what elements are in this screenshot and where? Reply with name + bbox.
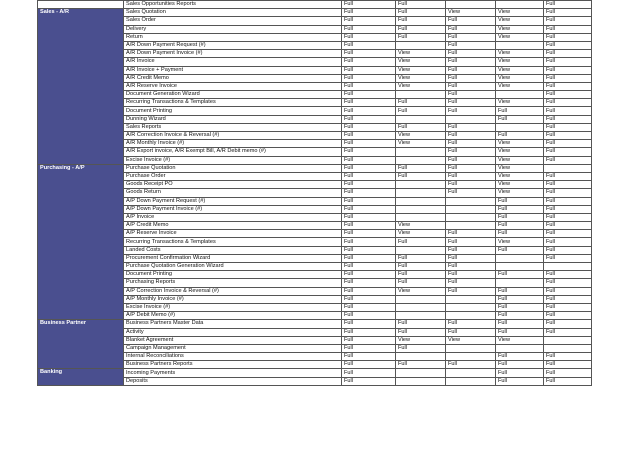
function-name-cell: A/R Reserve Invoice [124, 82, 342, 90]
function-name-cell: A/R Down Payment Request (#) [124, 41, 342, 49]
permission-cell: Full [544, 58, 592, 66]
permission-cell: View [496, 25, 544, 33]
function-name-cell: A/P Debit Memo (#) [124, 312, 342, 320]
function-name-cell: Return [124, 33, 342, 41]
permission-cell [496, 1, 544, 9]
permission-cell: Full [342, 213, 396, 221]
function-name-cell: Activity [124, 328, 342, 336]
permission-cell: Full [544, 41, 592, 49]
permission-cell: Full [396, 279, 446, 287]
permission-cell: Full [342, 295, 396, 303]
permission-cell: Full [342, 312, 396, 320]
module-group-cell: Banking [38, 369, 124, 385]
permission-cell: Full [342, 82, 396, 90]
permission-cell: Full [544, 99, 592, 107]
permission-cell: Full [496, 320, 544, 328]
permission-cell [396, 246, 446, 254]
permission-cell: Full [544, 9, 592, 17]
function-name-cell: Recurring Transactions & Templates [124, 238, 342, 246]
permission-cell [396, 353, 446, 361]
table-row [38, 369, 592, 377]
permission-cell: Full [496, 271, 544, 279]
permission-cell: Full [544, 230, 592, 238]
permission-cell: Full [544, 107, 592, 115]
permission-cell: Full [396, 99, 446, 107]
permission-cell: Full [342, 91, 396, 99]
permission-cell [446, 1, 496, 9]
permission-cell: Full [396, 254, 446, 262]
module-group-cell: Business Partner [38, 320, 124, 369]
permission-cell: View [496, 189, 544, 197]
permission-cell [396, 312, 446, 320]
permission-cell [446, 312, 496, 320]
permission-cell: View [496, 181, 544, 189]
permission-cell: Full [342, 17, 396, 25]
permission-cell [396, 148, 446, 156]
permission-cell: Full [496, 369, 544, 377]
permission-cell: View [496, 82, 544, 90]
permission-cell: Full [446, 172, 496, 180]
permission-cell: View [396, 74, 446, 82]
permission-cell: Full [446, 123, 496, 131]
permission-cell: Full [496, 295, 544, 303]
permission-cell: Full [342, 74, 396, 82]
permission-cell [544, 336, 592, 344]
permission-cell: Full [446, 132, 496, 140]
permission-cell: Full [496, 197, 544, 205]
module-group-cell [38, 1, 124, 9]
permission-cell: View [496, 156, 544, 164]
permission-cell [396, 156, 446, 164]
permission-cell: Full [396, 25, 446, 33]
permission-cell [446, 295, 496, 303]
permission-cell: Full [342, 41, 396, 49]
function-name-cell: Business Partners Master Data [124, 320, 342, 328]
permission-cell: Full [396, 107, 446, 115]
permission-cell: Full [396, 9, 446, 17]
permission-cell [396, 197, 446, 205]
permission-cell: Full [342, 107, 396, 115]
permission-cell: View [496, 17, 544, 25]
function-name-cell: Excise Invoice (#) [124, 303, 342, 311]
table-row [38, 164, 592, 172]
function-name-cell: Dunning Wizard [124, 115, 342, 123]
function-name-cell: Deposits [124, 377, 342, 385]
permission-cell: Full [496, 353, 544, 361]
permission-cell: Full [446, 230, 496, 238]
permission-cell [396, 181, 446, 189]
function-name-cell: A/P Invoice [124, 213, 342, 221]
permission-cell: Full [446, 328, 496, 336]
permission-cell: Full [544, 222, 592, 230]
permission-cell: Full [496, 205, 544, 213]
function-name-cell: Goods Return [124, 189, 342, 197]
permission-cell: View [396, 336, 446, 344]
function-name-cell: Campaign Management [124, 344, 342, 352]
permission-cell: Full [496, 107, 544, 115]
permission-cell [446, 115, 496, 123]
permission-cell: Full [342, 230, 396, 238]
permission-cell [544, 164, 592, 172]
permission-cell: Full [396, 17, 446, 25]
permission-cell: Full [342, 205, 396, 213]
permission-cell: View [446, 336, 496, 344]
permission-cell: Full [342, 140, 396, 148]
permission-cell: Full [342, 279, 396, 287]
permission-cell: Full [544, 66, 592, 74]
permission-cell: Full [342, 353, 396, 361]
function-name-cell: A/R Monthly Invoice (#) [124, 140, 342, 148]
function-name-cell: Purchase Quotation Generation Wizard [124, 263, 342, 271]
permission-cell: View [496, 58, 544, 66]
permission-cell: Full [446, 33, 496, 41]
permission-cell: Full [396, 344, 446, 352]
permission-cell [396, 91, 446, 99]
permission-cell [446, 377, 496, 385]
permission-cell [496, 344, 544, 352]
permission-cell [496, 123, 544, 131]
permission-cell: View [396, 50, 446, 58]
permission-cell: Full [342, 303, 396, 311]
permission-cell: View [396, 58, 446, 66]
permission-cell [396, 369, 446, 377]
permission-cell: Full [496, 287, 544, 295]
function-name-cell: Sales Quotation [124, 9, 342, 17]
function-name-cell: Document Printing [124, 107, 342, 115]
function-name-cell: A/P Credit Memo [124, 222, 342, 230]
permission-cell: Full [496, 213, 544, 221]
function-name-cell: Document Generation Wizard [124, 91, 342, 99]
permission-cell: Full [342, 50, 396, 58]
table-row [38, 320, 592, 328]
function-name-cell: Delivery [124, 25, 342, 33]
permission-cell: Full [342, 132, 396, 140]
permission-cell: Full [544, 271, 592, 279]
function-name-cell: Goods Receipt PO [124, 181, 342, 189]
permission-cell: View [496, 148, 544, 156]
function-name-cell: A/R Credit Memo [124, 74, 342, 82]
permission-cell: Full [396, 164, 446, 172]
permission-cell: Full [446, 41, 496, 49]
permission-cell: Full [544, 328, 592, 336]
function-name-cell: Sales Reports [124, 123, 342, 131]
permission-cell: Full [342, 189, 396, 197]
permission-cell: Full [446, 271, 496, 279]
permission-cell: View [496, 50, 544, 58]
permission-cell: Full [342, 320, 396, 328]
permission-cell: Full [396, 263, 446, 271]
permission-cell [446, 197, 496, 205]
permission-cell: Full [496, 312, 544, 320]
permission-cell [496, 41, 544, 49]
permission-cell: Full [544, 189, 592, 197]
permission-cell: Full [396, 271, 446, 279]
permission-cell: Full [342, 222, 396, 230]
permission-cell: Full [342, 369, 396, 377]
permission-cell: Full [496, 377, 544, 385]
permission-cell: Full [496, 361, 544, 369]
function-name-cell: Excise Invoice (#) [124, 156, 342, 164]
permission-cell: View [496, 66, 544, 74]
permission-cell: Full [396, 361, 446, 369]
permission-cell: Full [446, 287, 496, 295]
permission-cell: View [496, 99, 544, 107]
permission-cell: Full [446, 140, 496, 148]
function-name-cell: Sales Order [124, 17, 342, 25]
permission-cell: View [496, 336, 544, 344]
permission-cell: Full [446, 189, 496, 197]
function-name-cell: Purchasing Reports [124, 279, 342, 287]
permission-cell: View [496, 9, 544, 17]
permission-cell: Full [396, 172, 446, 180]
permissions-table-body [38, 1, 592, 386]
permission-cell: View [396, 66, 446, 74]
permission-cell: Full [342, 377, 396, 385]
permission-cell [396, 189, 446, 197]
permission-cell: Full [496, 246, 544, 254]
function-name-cell: Recurring Transactions & Templates [124, 99, 342, 107]
permission-cell: Full [544, 312, 592, 320]
permission-cell: View [396, 287, 446, 295]
permission-cell: View [496, 33, 544, 41]
permission-cell: Full [342, 336, 396, 344]
permission-cell: Full [446, 361, 496, 369]
permission-cell: Full [446, 58, 496, 66]
permission-cell: Full [496, 132, 544, 140]
function-name-cell: A/P Correction Invoice & Reversal (#) [124, 287, 342, 295]
permission-cell [544, 263, 592, 271]
permission-cell: View [396, 132, 446, 140]
function-name-cell: A/R Correction Invoice & Reversal (#) [124, 132, 342, 140]
permission-cell: Full [342, 263, 396, 271]
permission-cell: Full [544, 295, 592, 303]
permission-cell: Full [544, 25, 592, 33]
permission-cell: Full [446, 181, 496, 189]
permission-cell: Full [446, 320, 496, 328]
permission-cell: Full [544, 82, 592, 90]
permission-cell [396, 41, 446, 49]
function-name-cell: Procurement Confirmation Wizard [124, 254, 342, 262]
permission-cell: Full [342, 33, 396, 41]
permission-cell: View [496, 172, 544, 180]
function-name-cell: Business Partners Reports [124, 361, 342, 369]
function-name-cell: Document Printing [124, 271, 342, 279]
permission-cell: Full [544, 197, 592, 205]
permission-cell: Full [496, 222, 544, 230]
permission-cell: Full [544, 156, 592, 164]
permission-cell: Full [446, 238, 496, 246]
function-name-cell: A/P Down Payment Request (#) [124, 197, 342, 205]
permission-cell: Full [544, 132, 592, 140]
permission-cell: View [496, 140, 544, 148]
permission-cell: Full [446, 279, 496, 287]
permission-cell: Full [446, 246, 496, 254]
permission-cell [446, 303, 496, 311]
permission-cell: View [396, 140, 446, 148]
permission-cell: View [496, 238, 544, 246]
permission-cell: Full [496, 230, 544, 238]
permission-cell: View [496, 164, 544, 172]
function-name-cell: Landed Costs [124, 246, 342, 254]
permission-cell: View [396, 230, 446, 238]
permission-cell [446, 213, 496, 221]
permission-cell: Full [342, 1, 396, 9]
permission-cell [396, 213, 446, 221]
permission-cell: Full [544, 181, 592, 189]
permission-cell: Full [446, 148, 496, 156]
permission-cell: Full [396, 1, 446, 9]
permission-cell [496, 279, 544, 287]
permission-cell: Full [342, 271, 396, 279]
permission-cell: Full [342, 148, 396, 156]
permission-cell [446, 344, 496, 352]
permission-cell [446, 353, 496, 361]
permission-cell: Full [446, 107, 496, 115]
permission-cell: Full [496, 303, 544, 311]
permission-cell: Full [396, 123, 446, 131]
permission-cell: Full [446, 82, 496, 90]
permission-cell: Full [544, 320, 592, 328]
permission-cell: Full [544, 172, 592, 180]
permission-cell: Full [544, 238, 592, 246]
permission-cell: Full [544, 205, 592, 213]
permission-cell [446, 205, 496, 213]
function-name-cell: Purchase Order [124, 172, 342, 180]
function-name-cell: A/P Down Payment Invoice (#) [124, 205, 342, 213]
permission-cell: Full [342, 287, 396, 295]
permission-cell: Full [544, 123, 592, 131]
permission-cell: Full [342, 99, 396, 107]
permission-cell [544, 344, 592, 352]
permission-cell: Full [396, 328, 446, 336]
permission-cell: Full [544, 148, 592, 156]
permission-cell: Full [396, 238, 446, 246]
permission-cell [446, 369, 496, 377]
permission-cell [396, 205, 446, 213]
permission-cell: Full [446, 254, 496, 262]
function-name-cell: A/R Invoice [124, 58, 342, 66]
module-group-cell: Sales - A/R [38, 9, 124, 165]
permission-cell: Full [342, 156, 396, 164]
permission-cell: Full [342, 9, 396, 17]
permission-cell [396, 295, 446, 303]
permission-cell: Full [342, 328, 396, 336]
permission-cell: Full [544, 353, 592, 361]
permission-cell: Full [544, 213, 592, 221]
permission-cell: Full [446, 99, 496, 107]
permission-cell: Full [396, 33, 446, 41]
permissions-table [37, 0, 592, 386]
permission-cell: Full [446, 263, 496, 271]
permission-cell: Full [446, 25, 496, 33]
table-row [38, 1, 592, 9]
permission-cell: Full [342, 197, 396, 205]
permission-cell: Full [544, 140, 592, 148]
permission-cell: Full [342, 164, 396, 172]
permission-cell: Full [342, 115, 396, 123]
permission-cell: Full [544, 91, 592, 99]
function-name-cell: Sales Opportunities Reports [124, 1, 342, 9]
permission-cell: Full [342, 344, 396, 352]
permission-cell: Full [544, 369, 592, 377]
function-name-cell: Incoming Payments [124, 369, 342, 377]
permission-cell: Full [342, 66, 396, 74]
permission-cell [396, 303, 446, 311]
permission-cell [396, 115, 446, 123]
permission-cell: Full [544, 303, 592, 311]
permission-cell [496, 254, 544, 262]
permission-cell: Full [544, 279, 592, 287]
permission-cell: Full [342, 361, 396, 369]
permission-cell: View [446, 9, 496, 17]
permission-cell: Full [544, 287, 592, 295]
permission-cell [496, 91, 544, 99]
permission-cell: Full [446, 74, 496, 82]
permission-cell [396, 377, 446, 385]
permission-cell: Full [342, 58, 396, 66]
function-name-cell: Purchase Quotation [124, 164, 342, 172]
permission-cell: Full [342, 25, 396, 33]
permission-cell: Full [446, 164, 496, 172]
function-name-cell: A/R Down Payment Invoice (#) [124, 50, 342, 58]
permission-cell: Full [342, 246, 396, 254]
permission-cell: Full [496, 328, 544, 336]
function-name-cell: A/P Reserve Invoice [124, 230, 342, 238]
permission-cell: Full [342, 181, 396, 189]
permission-cell: Full [544, 361, 592, 369]
permission-cell [496, 263, 544, 271]
permission-cell: Full [544, 17, 592, 25]
permission-cell: View [396, 82, 446, 90]
function-name-cell: Blanket Agreement [124, 336, 342, 344]
function-name-cell: Internal Reconciliations [124, 353, 342, 361]
permission-cell: Full [342, 254, 396, 262]
permission-cell: Full [544, 33, 592, 41]
permission-cell: Full [544, 115, 592, 123]
permission-cell: Full [544, 50, 592, 58]
permission-cell: View [496, 74, 544, 82]
permission-cell: Full [544, 254, 592, 262]
permission-cell: Full [342, 172, 396, 180]
permission-cell: Full [342, 123, 396, 131]
permission-cell: Full [446, 66, 496, 74]
function-name-cell: A/R Invoice + Payment [124, 66, 342, 74]
permission-cell: Full [544, 246, 592, 254]
permission-cell: Full [544, 1, 592, 9]
function-name-cell: A/P Monthly Invoice (#) [124, 295, 342, 303]
table-row [38, 9, 592, 17]
permission-cell: Full [446, 50, 496, 58]
permission-cell: Full [396, 320, 446, 328]
permission-cell: Full [446, 156, 496, 164]
permission-cell [446, 222, 496, 230]
permission-cell: Full [496, 115, 544, 123]
module-group-cell: Purchasing - A/P [38, 164, 124, 320]
function-name-cell: A/R Export invoice, A/R Exempt Bill, A/R Debit memo (#) [124, 148, 342, 156]
permission-cell: Full [446, 91, 496, 99]
permission-cell: Full [446, 17, 496, 25]
permission-cell: Full [544, 74, 592, 82]
permission-cell: View [396, 222, 446, 230]
permission-cell: Full [342, 238, 396, 246]
permission-cell: Full [544, 377, 592, 385]
